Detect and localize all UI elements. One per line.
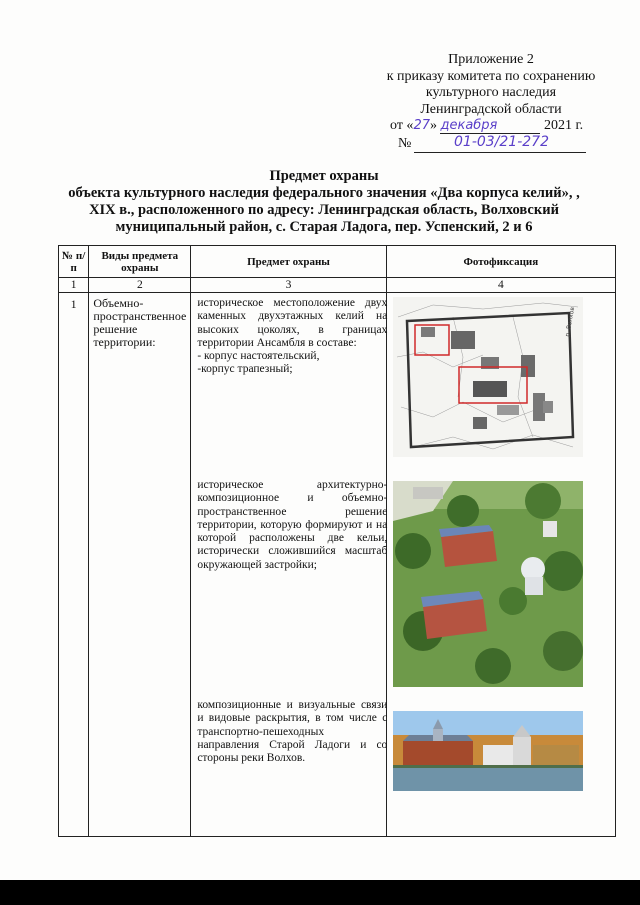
- handwritten-month: декабря: [440, 118, 540, 134]
- header-subject: Предмет охраны: [191, 246, 386, 278]
- table-header-row: [59, 246, 616, 278]
- appendix-number: № 01-03/21-272: [398, 136, 588, 152]
- map-label: р. Волхов: [563, 306, 576, 338]
- row-subject: [191, 293, 386, 837]
- aerial-photo: [393, 481, 583, 687]
- table-number-row: 1 2 3 4: [59, 278, 616, 293]
- appendix-org: культурного наследия: [425, 85, 557, 100]
- panorama-photo: [393, 711, 583, 791]
- subject-location: историческое местоположение двух каменных двухэтажных келий на высоких цоколях, в границах территории Ансамбля в составе: - корпус настоятельский, -корпус трапезный;: [197, 297, 388, 376]
- document-title: Предмет охраны объекта культурного наследия федерального значения «Два корпуса келий», , XIX в., расположенного по адресу: Ленинградская область, Волховский муниципальный район, с. Старая Ладога, пер. Успенский, 2 и 6: [68, 168, 580, 235]
- row-number: 1: [59, 293, 89, 837]
- date-year: 2021 г.: [543, 118, 584, 133]
- handwritten-number: 01-03/21-272: [454, 134, 549, 150]
- subject-composition: историческое архитектурно-композиционное и объемно-пространственное решение территории, которую формируют и на которой расположены две кельи, исторически сложившийся масштаб окружающей застройки;: [197, 479, 388, 571]
- appendix-date: от «27» декабря 2021 г.: [390, 118, 584, 133]
- table-row: [59, 293, 616, 837]
- site-plan-image: [393, 297, 583, 457]
- row-kind: Объемно-пространственное решение территории:: [89, 293, 191, 837]
- header-photo: Фотофиксация: [386, 246, 615, 278]
- appendix-region: Ленинградской области: [420, 101, 562, 117]
- appendix-title: Приложение 2: [448, 52, 534, 67]
- appendix-order-ref: к приказу комитета по сохранению: [386, 68, 596, 84]
- header-kind: Виды предмета охраны: [89, 246, 191, 278]
- scan-bottom-border: [0, 880, 640, 905]
- handwritten-day: 27: [413, 118, 430, 133]
- row-photos: [386, 293, 615, 837]
- protection-table: [58, 245, 616, 837]
- appendix-header: [360, 52, 622, 118]
- header-number: № п/п: [59, 246, 89, 278]
- subject-visual-links: композиционные и визуальные связи и видовые раскрытия, в том числе с транспортно-пешеходных направления Старой Ладоги и со стороны реки Волхов.: [197, 699, 388, 765]
